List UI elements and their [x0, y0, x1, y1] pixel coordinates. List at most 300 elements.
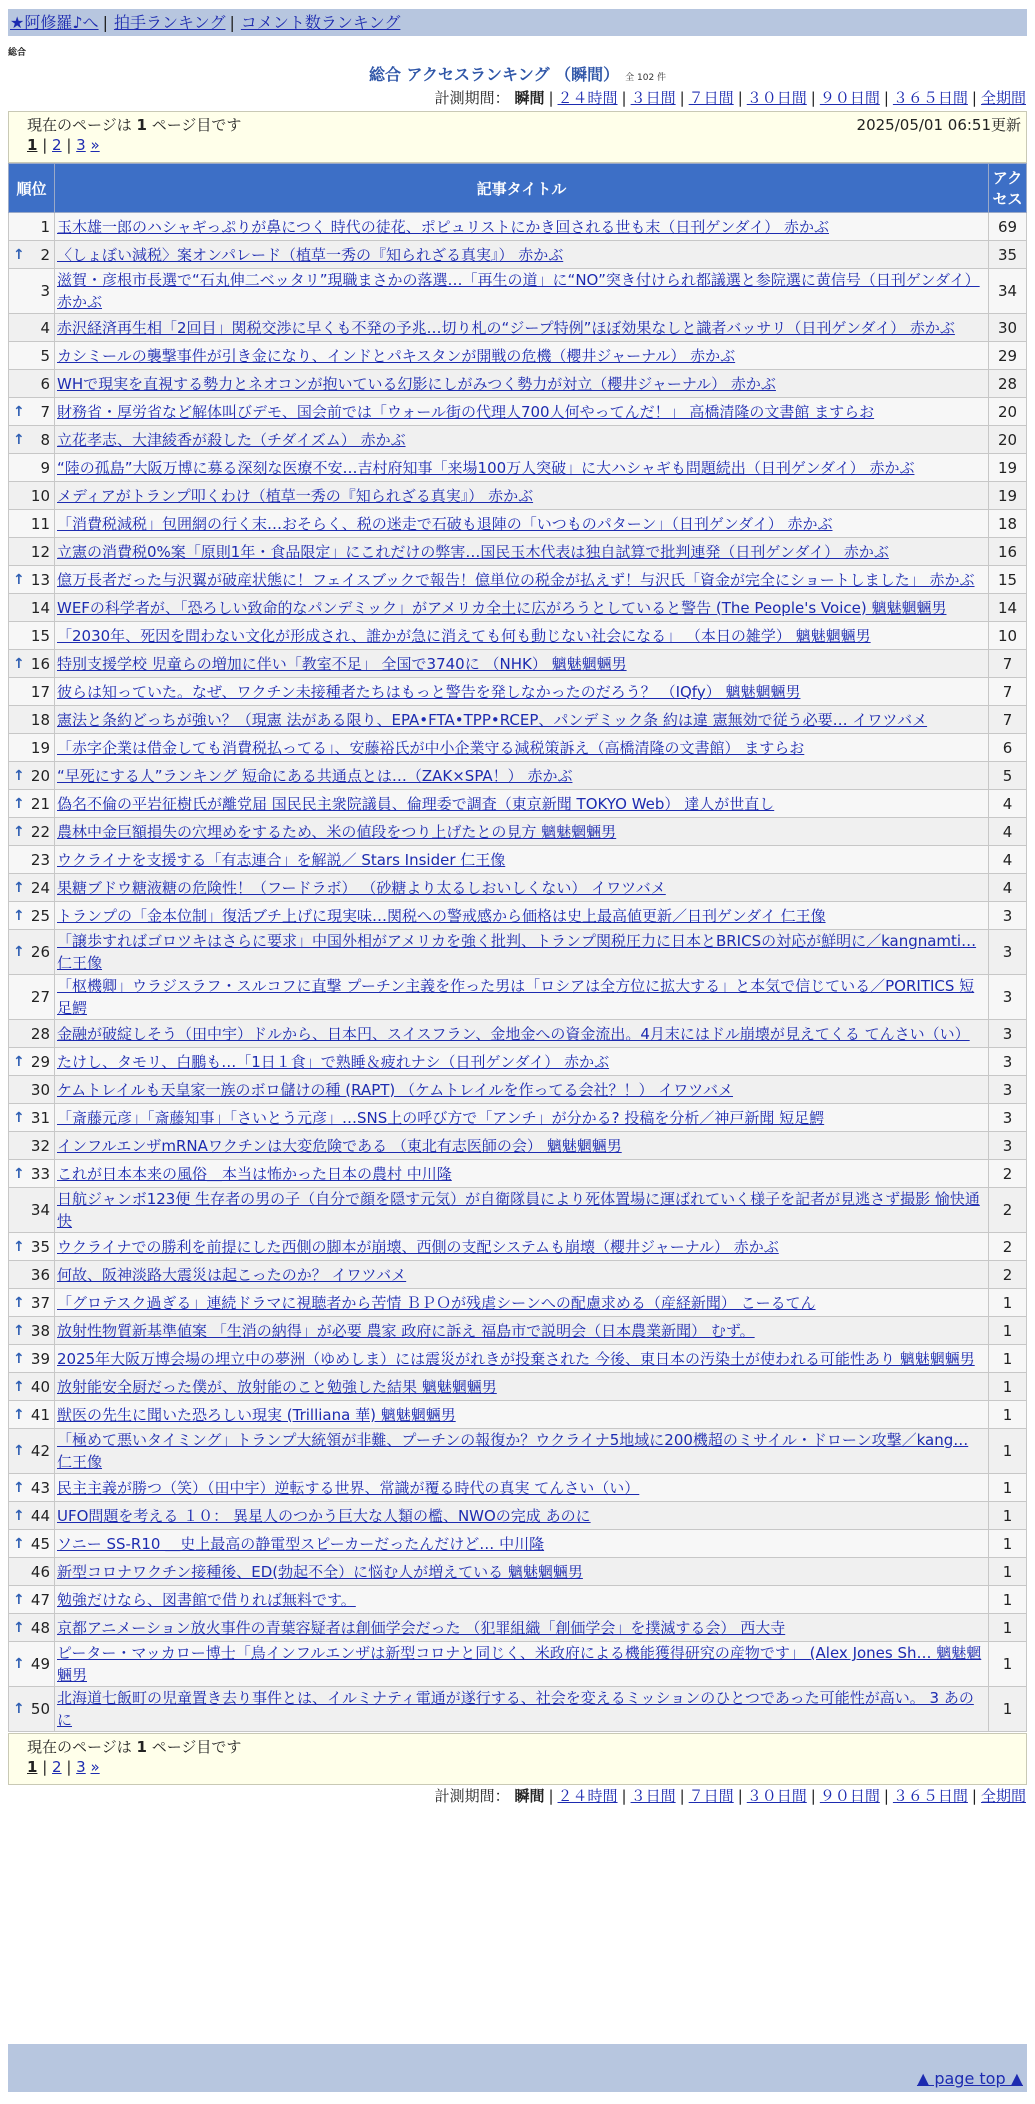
- article-link[interactable]: メディアがトランプ叩くわけ（植草一秀の『知られざる真実』） 赤かぶ: [57, 486, 534, 505]
- access-column-header: アクセス: [989, 164, 1027, 213]
- article-link[interactable]: “早死にする人”ランキング 短命にある共通点とは…（ZAK×SPA！） 赤かぶ: [57, 766, 573, 785]
- article-link[interactable]: ウクライナを支援する「有志連合」を解説／ Stars Insider 仁王像: [57, 850, 506, 869]
- title-cell: [55, 342, 989, 370]
- rank-number: 27: [30, 988, 50, 1006]
- table-row: [9, 1261, 1027, 1289]
- article-link[interactable]: 「赤字企業は借金しても消費税払ってる」、安藤裕氏が中小企業守る減税策訴え（高橋清隆の文書館） ますらお: [57, 738, 805, 757]
- updated-timestamp: 2025/05/01 06:51更新: [856, 116, 1021, 134]
- article-link[interactable]: 特別支援学校 児童らの増加に伴い「教室不足」 全国で3740に （NHK） 魑魅魍魎男: [57, 654, 627, 673]
- rank-cell: [9, 426, 55, 454]
- table-row: [9, 314, 1027, 342]
- article-link[interactable]: 玉木雄一郎のハシャギっぷりが鼻につく 時代の徒花、ポピュリストにかき回される世も末（日刊ゲンダイ） 赤かぶ: [57, 217, 829, 236]
- rank-cell: [9, 1429, 55, 1474]
- article-link[interactable]: 放射性物質新基準値案 「生消の納得」が必要 農家 政府に訴え 福島市で説明会（日本農業新聞） むず。: [57, 1321, 755, 1340]
- rank-cell: [9, 370, 55, 398]
- period-7d-bottom[interactable]: ７日間: [688, 1787, 734, 1805]
- rank-cell: [9, 1502, 55, 1530]
- rank-cell: [9, 1160, 55, 1188]
- title-cell: [55, 1048, 989, 1076]
- article-link[interactable]: 「譲歩すればゴロツキはさらに要求」中国外相がアメリカを強く批判、トランプ関税圧力に日本とBRICSの対応が鮮明に／kangnamti… 仁王像: [57, 932, 977, 972]
- rank-number: 19: [30, 738, 50, 757]
- period-7d[interactable]: ７日間: [688, 89, 734, 107]
- up-arrow-icon: ↑: [13, 655, 25, 672]
- rank-cell: [9, 1687, 55, 1732]
- title-cell: [55, 370, 989, 398]
- title-cell: [55, 1429, 989, 1474]
- article-link[interactable]: カシミールの襲撃事件が引き金になり、インドとパキスタンが開戦の危機（櫻井ジャーナル） 赤かぶ: [57, 346, 736, 365]
- rank-number: 26: [30, 943, 50, 961]
- access-count: 69: [989, 213, 1027, 241]
- title-cell: [55, 538, 989, 566]
- rank-number: 20: [30, 766, 50, 785]
- rank-number: 41: [30, 1405, 50, 1424]
- access-count: 1: [989, 1614, 1027, 1642]
- title-cell: [55, 762, 989, 790]
- rank-number: 17: [30, 682, 50, 701]
- access-count: 1: [989, 1289, 1027, 1317]
- rank-number: 18: [30, 710, 50, 729]
- access-count: 1: [989, 1530, 1027, 1558]
- title-cell: [55, 874, 989, 902]
- rank-number: 5: [40, 346, 50, 365]
- table-row: [9, 594, 1027, 622]
- rank-number: 4: [40, 318, 50, 337]
- home-link[interactable]: ★阿修羅♪へ: [10, 13, 99, 32]
- period-3d[interactable]: ３日間: [630, 89, 676, 107]
- next-page-link[interactable]: »: [90, 136, 100, 154]
- article-link[interactable]: 金融が破綻しそう（田中宇）ドルから、日本円、スイスフラン、金地金への資金流出。4月末にはドル崩壊が見えてくる てんさい（い）: [57, 1024, 970, 1043]
- period-all[interactable]: 全期間: [980, 89, 1026, 107]
- access-count: 28: [989, 370, 1027, 398]
- rank-number: 36: [30, 1265, 50, 1284]
- rank-number: 1: [40, 217, 50, 236]
- rank-cell: [9, 1076, 55, 1104]
- table-row: [9, 426, 1027, 454]
- access-count: 1: [989, 1401, 1027, 1429]
- article-link[interactable]: 〈しょぼい減税〉案オンパレード（植草一秀の『知られざる真実』） 赤かぶ: [57, 245, 564, 264]
- up-arrow-icon: ↑: [13, 1109, 25, 1126]
- rank-number: 49: [30, 1655, 50, 1673]
- article-link[interactable]: 勉強だけなら、図書館で借りれば無料です。: [57, 1590, 356, 1609]
- rank-number: 29: [30, 1052, 50, 1071]
- article-link[interactable]: ウクライナでの勝利を前提にした西側の脚本が崩壊、西側の支配システムも崩壊（櫻井ジャーナル） 赤かぶ: [57, 1237, 779, 1256]
- table-row: [9, 930, 1027, 975]
- title-cell: [55, 846, 989, 874]
- access-count: 1: [989, 1429, 1027, 1474]
- comment-ranking-link[interactable]: コメント数ランキング: [240, 13, 401, 32]
- title-cell: [55, 510, 989, 538]
- table-row: [9, 734, 1027, 762]
- article-link[interactable]: 「枢機卿」ウラジスラフ・スルコフに直撃 プーチン主義を作った男は「ロシアは全方位に拡大する」と本気で信じている／PORITICS 短足鰐: [57, 977, 975, 1017]
- up-arrow-icon: ↑: [13, 1350, 25, 1367]
- access-count: 1: [989, 1642, 1027, 1687]
- rank-number: 45: [30, 1534, 50, 1553]
- title-cell: [55, 1104, 989, 1132]
- article-link[interactable]: “陸の孤島”大阪万博に募る深刻な医療不安…吉村府知事「来場100万人突破」に大ハシャギも問題続出（日刊ゲンダイ） 赤かぶ: [57, 458, 915, 477]
- article-link[interactable]: 「極めて悪いタイミング」トランプ大統領が非難、プーチンの報復か？ウクライナ5地域に200機超のミサイル・ドローン攻撃／kang… 仁王像: [57, 1431, 969, 1471]
- rank-cell: [9, 1104, 55, 1132]
- rank-cell: [9, 1048, 55, 1076]
- rank-number: 14: [30, 598, 50, 617]
- page-2-link-bottom[interactable]: 2: [52, 1758, 62, 1776]
- rank-number: 2: [40, 245, 50, 264]
- rank-number: 39: [30, 1349, 50, 1368]
- period-selector-top: 計測期間： 瞬間 | ２４時間 | ３日間 | ７日間 | ３０日間 | ９０日間 | ３６５日間 | 全期間: [434, 89, 1026, 107]
- up-arrow-icon: ↑: [13, 1406, 25, 1423]
- article-link[interactable]: 立花孝志、大津綾香が殺した（チダイズム） 赤かぶ: [57, 430, 406, 449]
- rank-number: 44: [30, 1506, 50, 1525]
- page-title: [0, 62, 1035, 85]
- rank-cell: [9, 762, 55, 790]
- title-cell: [55, 1614, 989, 1642]
- rank-cell: [9, 566, 55, 594]
- up-arrow-icon: ↑: [13, 431, 25, 448]
- page-title-text: 総合 アクセスランキング （瞬間）: [368, 65, 620, 84]
- table-row: [9, 846, 1027, 874]
- up-arrow-icon: ↑: [13, 1053, 25, 1070]
- table-row: [9, 1289, 1027, 1317]
- period-30d[interactable]: ３０日間: [746, 89, 807, 107]
- title-cell: [55, 1233, 989, 1261]
- rank-number: 50: [30, 1700, 50, 1718]
- rank-number: 48: [30, 1618, 50, 1637]
- access-count: 3: [989, 902, 1027, 930]
- rank-cell: [9, 1642, 55, 1687]
- title-cell: [55, 426, 989, 454]
- article-link[interactable]: インフルエンザmRNAワクチンは大変危険である （東北有志医師の会） 魑魅魍魎男: [57, 1136, 622, 1155]
- rank-cell: [9, 790, 55, 818]
- article-link[interactable]: 「斎藤元彦」「斎藤知事」「さいとう元彦」…SNS上の呼び方で「アンチ」が分かる? 投稿を分析／神戸新聞 短足鰐: [57, 1108, 825, 1127]
- up-arrow-icon: ↑: [13, 1535, 25, 1552]
- title-cell: [55, 678, 989, 706]
- rank-number: 42: [30, 1442, 50, 1460]
- up-arrow-icon: ↑: [13, 1443, 25, 1459]
- rank-number: 9: [40, 458, 50, 477]
- rank-number: 46: [30, 1562, 50, 1581]
- period-90d[interactable]: ９０日間: [819, 89, 880, 107]
- table-row: [9, 1474, 1027, 1502]
- table-row: [9, 1586, 1027, 1614]
- rank-number: 15: [30, 626, 50, 645]
- table-row: [9, 510, 1027, 538]
- rank-cell: [9, 818, 55, 846]
- access-count: 20: [989, 398, 1027, 426]
- up-arrow-icon: ↑: [13, 403, 25, 420]
- title-cell: [55, 241, 989, 269]
- rank-cell: [9, 1233, 55, 1261]
- article-link[interactable]: 果糖ブドウ糖液糖の危険性！（フードラボ） （砂糖より太るしおいしくない） イワツバメ: [57, 878, 666, 897]
- period-3d-bottom[interactable]: ３日間: [630, 1787, 676, 1805]
- table-row: [9, 1502, 1027, 1530]
- table-row: [9, 1233, 1027, 1261]
- current-page-number: 1: [136, 116, 147, 134]
- rank-cell: [9, 846, 55, 874]
- page-1-current-bottom: 1: [27, 1758, 38, 1776]
- rank-cell: [9, 454, 55, 482]
- access-count: 3: [989, 1076, 1027, 1104]
- up-arrow-icon: ↑: [13, 1591, 25, 1608]
- up-arrow-icon: ↑: [13, 1322, 25, 1339]
- article-link[interactable]: UFO問題を考える １０： 異星人のつかう巨大な人類の檻、NWOの完成 あのに: [57, 1506, 591, 1525]
- item-count: 全 102 件: [625, 73, 667, 83]
- title-cell: [55, 930, 989, 975]
- rank-cell: [9, 538, 55, 566]
- period-selector-bottom: 計測期間： 瞬間 | ２４時間 | ３日間 | ７日間 | ３０日間 | ９０日間 | ３６５日間 | 全期間: [434, 1787, 1026, 1805]
- access-count: 4: [989, 790, 1027, 818]
- rank-cell: [9, 902, 55, 930]
- article-link[interactable]: 京都アニメーション放火事件の青葉容疑者は創価学会だった （犯罪組織「創価学会」を撲滅する会） 西大寺: [57, 1618, 786, 1637]
- rank-number: 7: [40, 402, 50, 421]
- table-row: [9, 398, 1027, 426]
- article-link[interactable]: 赤沢経済再生相「2回目」関税交渉に早くも不発の予兆…切り札の“ジープ特例”ほぼ効果なしと識者バッサリ（日刊ゲンダイ） 赤かぶ: [57, 318, 955, 337]
- next-page-link-bottom[interactable]: »: [90, 1758, 100, 1776]
- table-row: [9, 1687, 1027, 1732]
- rank-number: 47: [30, 1590, 50, 1609]
- article-link[interactable]: これが日本本来の風俗＿本当は怖かった日本の農村 中川隆: [57, 1164, 452, 1183]
- rank-cell: [9, 1614, 55, 1642]
- rank-cell: [9, 1373, 55, 1401]
- article-link[interactable]: 2025年大阪万博会場の埋立中の夢洲（ゆめしま）には震災がれきが投棄された 今後、東日本の汚染土が使われる可能性あり 魑魅魍魎男: [57, 1349, 975, 1368]
- title-cell: [55, 706, 989, 734]
- article-link[interactable]: 農林中金巨額損失の穴埋めをするため、米の値段をつり上げたとの見方 魑魅魍魎男: [57, 822, 617, 841]
- access-count: 7: [989, 678, 1027, 706]
- access-count: 1: [989, 1474, 1027, 1502]
- access-count: 2: [989, 1188, 1027, 1233]
- table-row: [9, 818, 1027, 846]
- article-link[interactable]: 憲法と条約どっちが強い？（現憲 法がある限り、EPA•FTA•TPP•RCEP、パンデミック条 約は違 憲無効で従う必要… イワツバメ: [57, 710, 928, 729]
- article-link[interactable]: 彼らは知っていた。なぜ、ワクチン未接種者たちはもっと警告を発しなかったのだろう？ （IQfy） 魑魅魍魎男: [57, 682, 801, 701]
- article-link[interactable]: 財務省・厚労省など解体叫びデモ、国会前では「ウォール街の代理人700人何やってんだ！」 高橋清隆の文書館 ますらお: [57, 402, 875, 421]
- title-cell: [55, 454, 989, 482]
- table-row: [9, 762, 1027, 790]
- rank-column-header: 順位: [9, 164, 55, 213]
- up-arrow-icon: ↑: [13, 795, 25, 812]
- rank-number: 32: [30, 1136, 50, 1155]
- title-cell: [55, 314, 989, 342]
- access-count: 14: [989, 594, 1027, 622]
- article-link[interactable]: 放射能安全厨だった僕が、放射能のこと勉強した結果 魑魅魍魎男: [57, 1377, 497, 1396]
- footer-bar: [8, 2044, 1027, 2092]
- title-cell: [55, 1160, 989, 1188]
- article-link[interactable]: WEFの科学者が、「恐ろしい致命的なパンデミック」がアメリカ全土に広がろうとしていると警告 (The People's Voice) 魑魅魍魎男: [57, 598, 947, 617]
- rank-number: 12: [30, 542, 50, 561]
- access-count: 20: [989, 426, 1027, 454]
- title-cell: [55, 1261, 989, 1289]
- up-arrow-icon: ↑: [13, 879, 25, 896]
- article-link[interactable]: トランプの「金本位制」復活ブチ上げに現実味…関税への警戒感から価格は史上最高値更新／日刊ゲンダイ 仁王像: [57, 906, 826, 925]
- page-1-current: 1: [27, 136, 38, 154]
- table-row: [9, 622, 1027, 650]
- period-all-bottom[interactable]: 全期間: [980, 1787, 1026, 1805]
- title-cell: [55, 1373, 989, 1401]
- access-count: 29: [989, 342, 1027, 370]
- article-link[interactable]: 立憲の消費税0%案「原則1年・食品限定」にこれだけの弊害…国民玉木代表は独自試算で批判連発（日刊ゲンダイ） 赤かぶ: [57, 542, 889, 561]
- rank-number: 16: [30, 654, 50, 673]
- rank-number: 28: [30, 1024, 50, 1043]
- rank-cell: [9, 930, 55, 975]
- access-count: 34: [989, 269, 1027, 314]
- rank-cell: [9, 678, 55, 706]
- rank-number: 35: [30, 1237, 50, 1256]
- up-arrow-icon: ↑: [13, 907, 25, 924]
- rank-cell: [9, 1401, 55, 1429]
- access-count: 4: [989, 846, 1027, 874]
- page-3-link[interactable]: 3: [76, 136, 86, 154]
- rank-cell: [9, 314, 55, 342]
- article-link[interactable]: 偽名不倫の平岩征樹氏が離党届 国民民主衆院議員、倫理委で調査（東京新聞 TOKYO Web） 達人が世直し: [57, 794, 775, 813]
- rank-cell: [9, 1188, 55, 1233]
- period-365d-bottom[interactable]: ３６５日間: [892, 1787, 968, 1805]
- table-row: [9, 370, 1027, 398]
- rank-cell: [9, 650, 55, 678]
- rank-cell: [9, 213, 55, 241]
- article-link[interactable]: 新型コロナワクチン接種後、ED(勃起不全）に悩む人が増えている 魑魅魍魎男: [57, 1562, 583, 1581]
- table-row: [9, 269, 1027, 314]
- access-count: 4: [989, 874, 1027, 902]
- up-arrow-icon: ↑: [13, 767, 25, 784]
- title-cell: [55, 1317, 989, 1345]
- up-arrow-icon: ↑: [13, 571, 25, 588]
- article-link[interactable]: ピーター・マッカロー博士「鳥インフルエンザは新型コロナと同じく、米政府による機能獲得研究の産物です」 (Alex Jones Sh… 魑魅魍魎男: [57, 1644, 982, 1684]
- page-top-link[interactable]: ▲ page top ▲: [916, 2069, 1023, 2088]
- rank-number: 43: [30, 1478, 50, 1497]
- title-cell: [55, 1642, 989, 1687]
- period-24h-bottom[interactable]: ２４時間: [557, 1787, 618, 1805]
- access-count: 1: [989, 1502, 1027, 1530]
- table-row: [9, 241, 1027, 269]
- access-count: 5: [989, 762, 1027, 790]
- article-link[interactable]: 北海道七飯町の児童置き去り事件とは、イルミナティ電通が遂行する、社会を変えるミッションのひとつであった可能性が高い。 3 あのに: [57, 1689, 974, 1729]
- rank-number: 21: [30, 794, 50, 813]
- rank-cell: [9, 1261, 55, 1289]
- title-cell: [55, 790, 989, 818]
- period-current: 瞬間: [514, 89, 545, 107]
- table-header-row: [9, 164, 1027, 213]
- access-count: 7: [989, 706, 1027, 734]
- access-count: 3: [989, 1020, 1027, 1048]
- rank-number: 30: [30, 1080, 50, 1099]
- page-3-link-bottom[interactable]: 3: [76, 1758, 86, 1776]
- title-cell: [55, 1558, 989, 1586]
- rank-cell: [9, 1530, 55, 1558]
- table-row: [9, 342, 1027, 370]
- rank-cell: [9, 482, 55, 510]
- period-365d[interactable]: ３６５日間: [892, 89, 968, 107]
- title-cell: [55, 1687, 989, 1732]
- rank-cell: [9, 269, 55, 314]
- table-row: [9, 1373, 1027, 1401]
- category-label: 総合: [8, 48, 27, 58]
- title-cell: [55, 269, 989, 314]
- article-link[interactable]: 獣医の先生に聞いた恐ろしい現実 (Trilliana 華) 魑魅魍魎男: [57, 1405, 456, 1424]
- rank-cell: [9, 342, 55, 370]
- access-count: 15: [989, 566, 1027, 594]
- table-row: [9, 790, 1027, 818]
- table-row: [9, 1530, 1027, 1558]
- up-arrow-icon: ↑: [13, 823, 25, 840]
- rank-number: 40: [30, 1377, 50, 1396]
- rank-cell: [9, 1020, 55, 1048]
- article-link[interactable]: 「消費税減税」包囲網の行く末…おそらく、税の迷走で石破も退陣の「いつものパターン」（日刊ゲンダイ） 赤かぶ: [57, 514, 833, 533]
- access-count: 1: [989, 1373, 1027, 1401]
- access-count: 19: [989, 454, 1027, 482]
- title-cell: [55, 398, 989, 426]
- article-link[interactable]: 滋賀・彦根市長選で“石丸伸二ベッタリ”現職まさかの落選…「再生の道」に“NO”突き付けられ都議選と参院選に黄信号（日刊ゲンダイ） 赤かぶ: [57, 271, 980, 311]
- rank-cell: [9, 1289, 55, 1317]
- title-cell: [55, 1289, 989, 1317]
- access-count: 35: [989, 241, 1027, 269]
- rank-number: 10: [30, 486, 50, 505]
- table-row: [9, 1642, 1027, 1687]
- rank-cell: [9, 1345, 55, 1373]
- title-cell: [55, 1586, 989, 1614]
- article-link[interactable]: ソニー SS-R10 ＿史上最高の静電型スピーカーだったんだけど… 中川隆: [57, 1534, 545, 1553]
- rank-number: 24: [30, 878, 50, 897]
- up-arrow-icon: ↑: [13, 1479, 25, 1496]
- access-count: 2: [989, 1261, 1027, 1289]
- title-cell: [55, 1502, 989, 1530]
- pager-bottom: 現在のページは 1 ページ目です 1 | 2 | 3 »: [8, 1733, 1027, 1785]
- rank-cell: [9, 622, 55, 650]
- article-link[interactable]: 何故、阪神淡路大震災は起こったのか？ イワツバメ: [57, 1265, 407, 1284]
- rank-number: 11: [30, 514, 50, 533]
- access-count: 7: [989, 650, 1027, 678]
- up-arrow-icon: ↑: [13, 1619, 25, 1636]
- table-row: [9, 650, 1027, 678]
- period-24h[interactable]: ２４時間: [557, 89, 618, 107]
- table-row: [9, 975, 1027, 1020]
- up-arrow-icon: ↑: [13, 1294, 25, 1311]
- article-link[interactable]: 民主主義が勝つ（笑）（田中宇）逆転する世界、常識が覆る時代の真実 てんさい（い）: [57, 1478, 640, 1497]
- table-row: [9, 1558, 1027, 1586]
- up-arrow-icon: ↑: [13, 1238, 25, 1255]
- title-cell: [55, 650, 989, 678]
- article-link[interactable]: WHで現実を直視する勢力とネオコンが抱いている幻影にしがみつく勢力が対立（櫻井ジャーナル） 赤かぶ: [57, 374, 776, 393]
- article-link[interactable]: ケムトレイルも天皇家一族のボロ儲けの種 (RAPT) （ケムトレイルを作ってる会社？！） イワツバメ: [57, 1080, 733, 1099]
- title-cell: [55, 1401, 989, 1429]
- rank-cell: [9, 1586, 55, 1614]
- table-row: [9, 1132, 1027, 1160]
- title-cell: [55, 975, 989, 1020]
- article-link[interactable]: 「2030年、死因を問わない文化が形成され、誰かが急に消えても何も動じない社会になる」 （本日の雑学） 魑魅魍魎男: [57, 626, 871, 645]
- article-link[interactable]: 日航ジャンボ123便 生存者の男の子（自分で顔を隠す元気）が自衛隊員により死体置場に運ばれていく様子を記者が見逃さず撮影 愉快通快: [57, 1190, 980, 1230]
- rank-number: 3: [40, 282, 50, 300]
- access-count: 16: [989, 538, 1027, 566]
- ranking-table: [8, 163, 1027, 1732]
- table-row: [9, 566, 1027, 594]
- rank-cell: [9, 1317, 55, 1345]
- rank-cell: [9, 706, 55, 734]
- table-row: [9, 1317, 1027, 1345]
- clap-ranking-link[interactable]: 拍手ランキング: [113, 13, 226, 32]
- page-2-link[interactable]: 2: [52, 136, 62, 154]
- access-count: 2: [989, 1160, 1027, 1188]
- access-count: 4: [989, 818, 1027, 846]
- table-row: [9, 1188, 1027, 1233]
- period-90d-bottom[interactable]: ９０日間: [819, 1787, 880, 1805]
- period-30d-bottom[interactable]: ３０日間: [746, 1787, 807, 1805]
- rank-cell: [9, 975, 55, 1020]
- table-row: [9, 482, 1027, 510]
- table-row: [9, 1401, 1027, 1429]
- article-link[interactable]: 「グロテスク過ぎる」連続ドラマに視聴者から苦情 ＢＰＯが残虐シーンへの配慮求める（産経新聞） こーるてん: [57, 1293, 816, 1312]
- article-link[interactable]: 億万長者だった与沢翼が破産状態に！フェイスブックで報告！億単位の税金が払えず！与沢氏「資金が完全にショートしました」 赤かぶ: [57, 570, 975, 589]
- article-link[interactable]: たけし、タモリ、白鵬も…「1日１食」で熟睡＆疲れナシ（日刊ゲンダイ） 赤かぶ: [57, 1052, 610, 1071]
- title-cell: [55, 734, 989, 762]
- table-row: [9, 706, 1027, 734]
- rank-cell: [9, 241, 55, 269]
- rank-cell: [9, 874, 55, 902]
